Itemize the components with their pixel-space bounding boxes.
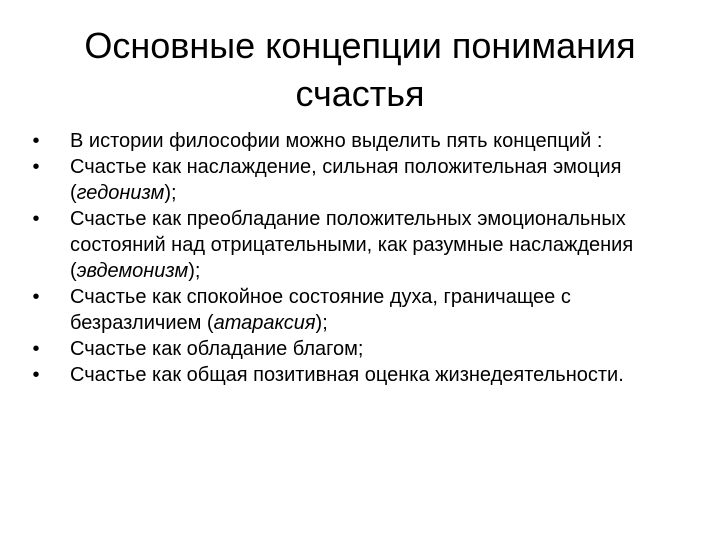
bullet-list xyxy=(28,128,688,388)
bullet-term: эвдемонизм xyxy=(76,260,189,282)
bullet-item xyxy=(28,284,688,336)
bullet-icon: • xyxy=(32,156,40,178)
bullet-item xyxy=(28,128,688,154)
bullet-icon: • xyxy=(32,286,40,308)
bullet-text: Счастье как преобладание положительных эмоциональных состояний над отрицательными, как разумные наслаждения ( xyxy=(70,208,634,282)
bullet-text: Счастье как общая позитивная оценка жизнедеятельности. xyxy=(70,364,624,386)
title-line-2: счастья xyxy=(295,73,425,114)
bullet-text: Счастье как наслаждение, сильная положительная эмоция ( xyxy=(70,156,622,204)
bullet-text-end: ); xyxy=(164,182,177,204)
title-line-1: Основные концепции понимания xyxy=(84,25,636,66)
bullet-text-end: ); xyxy=(315,312,328,334)
bullet-icon: • xyxy=(32,338,40,360)
bullet-icon: • xyxy=(32,208,40,230)
bullet-item xyxy=(28,362,688,388)
bullet-item xyxy=(28,206,688,284)
bullet-term: гедонизм xyxy=(76,182,165,204)
bullet-text: Счастье как спокойное состояние духа, граничащее с безразличием ( xyxy=(70,286,571,334)
bullet-item xyxy=(28,336,688,362)
bullet-icon: • xyxy=(32,364,40,386)
bullet-text-end: ); xyxy=(188,260,201,282)
bullet-text: Счастье как обладание благом; xyxy=(70,338,364,360)
bullet-text: В истории философии можно выделить пять концепций : xyxy=(70,130,603,152)
slide-title xyxy=(40,22,680,118)
bullet-item xyxy=(28,154,688,206)
bullet-term: атараксия xyxy=(213,312,316,334)
bullet-icon: • xyxy=(32,130,40,152)
